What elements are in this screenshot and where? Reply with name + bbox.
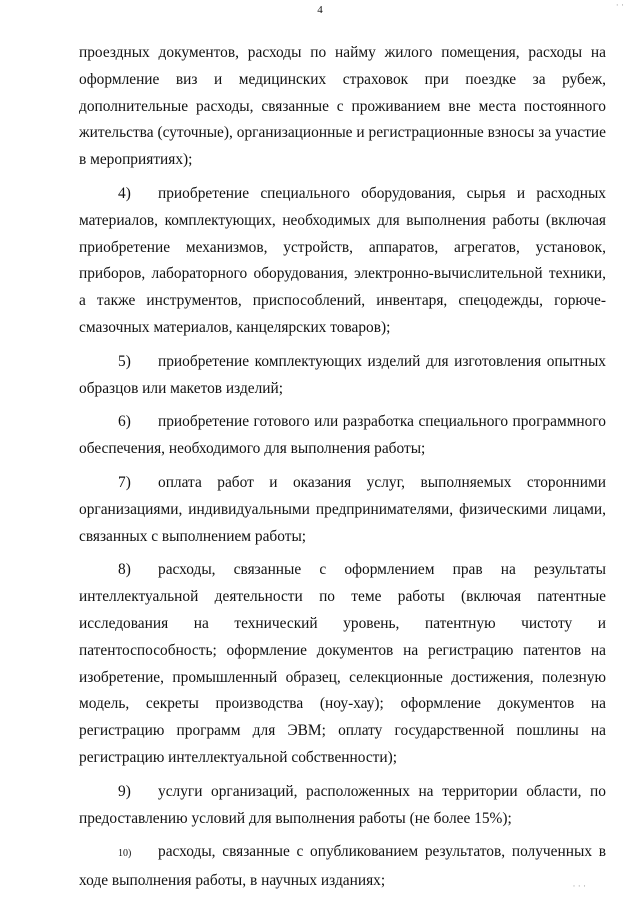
item-text: расходы, связанные с опубликованием результатов, полученных в ходе выполнения работы, в научных изданиях; — [79, 843, 606, 890]
list-item-7 — [79, 470, 606, 550]
item-number: 4) — [118, 184, 131, 202]
item-text: оплата работ и оказания услуг, выполняемых сторонними организациями, индивидуальными предпринимателями, физическими лицами, связанных с выполнением работы; — [79, 473, 606, 545]
item-number: 9) — [118, 782, 131, 800]
item-number: 7) — [118, 473, 131, 491]
item-text: приобретение специального оборудования, сырья и расходных материалов, комплектующих, необходимых для выполнения работы (включая приобретение механизмов, устройств, аппаратов, агрегатов, установок, приборов, лабораторного оборудования, электронно-вычислительной техники, а также инструментов, приспособлений, инвентаря, спецодежды, горюче-смазочных материалов, канцелярских товаров); — [79, 184, 606, 336]
item-number: 10) — [118, 848, 132, 860]
item-text: приобретение комплектующих изделий для изготовления опытных образцов или макетов изделий; — [79, 352, 606, 397]
item-number: 5) — [118, 352, 131, 370]
item-number: 6) — [118, 413, 131, 431]
list-item-10 — [79, 839, 606, 895]
scan-mark-top-right: · · — [615, 0, 624, 10]
item-text: услуги организаций, расположенных на территории области, по предоставлению условий для выполнения работы (не более 15%); — [79, 782, 606, 827]
page-number: 4 — [317, 4, 323, 16]
intro-paragraph: проездных документов, расходы по найму жилого помещения, расходы на оформление виз и медицинских страховок при поездке за рубеж, дополнительные расходы, связанные с проживанием вне места постоянного жительства (суточные), организационные и регистрационные взносы за участие в мероприятиях); — [79, 44, 606, 169]
list-item-9 — [79, 779, 606, 833]
scan-mark-bottom-right: · · · — [572, 881, 586, 891]
list-item-5 — [79, 349, 606, 403]
list-item-8 — [79, 557, 606, 771]
list-item-6 — [79, 409, 606, 463]
list-item-4 — [79, 181, 606, 342]
document-body — [79, 40, 606, 902]
item-text: приобретение готового или разработка специального программного обеспечения, необходимого для выполнения работы; — [79, 413, 606, 458]
item-number: 8) — [118, 561, 131, 579]
item-text: расходы, связанные с оформлением прав на результаты интеллектуальной деятельности по теме работы (включая патентные исследования на технический уровень, патентную чистоту и патентоспособность; оформление документов на регистрацию патентов на изобретение, промышленный образец, селекционные достижения, полезную модель, секреты производства (ноу-хау); оформление документов на регистрацию программ для ЭВМ; оплату государственной пошлины на регистрацию интеллектуальной собственности); — [79, 561, 606, 766]
